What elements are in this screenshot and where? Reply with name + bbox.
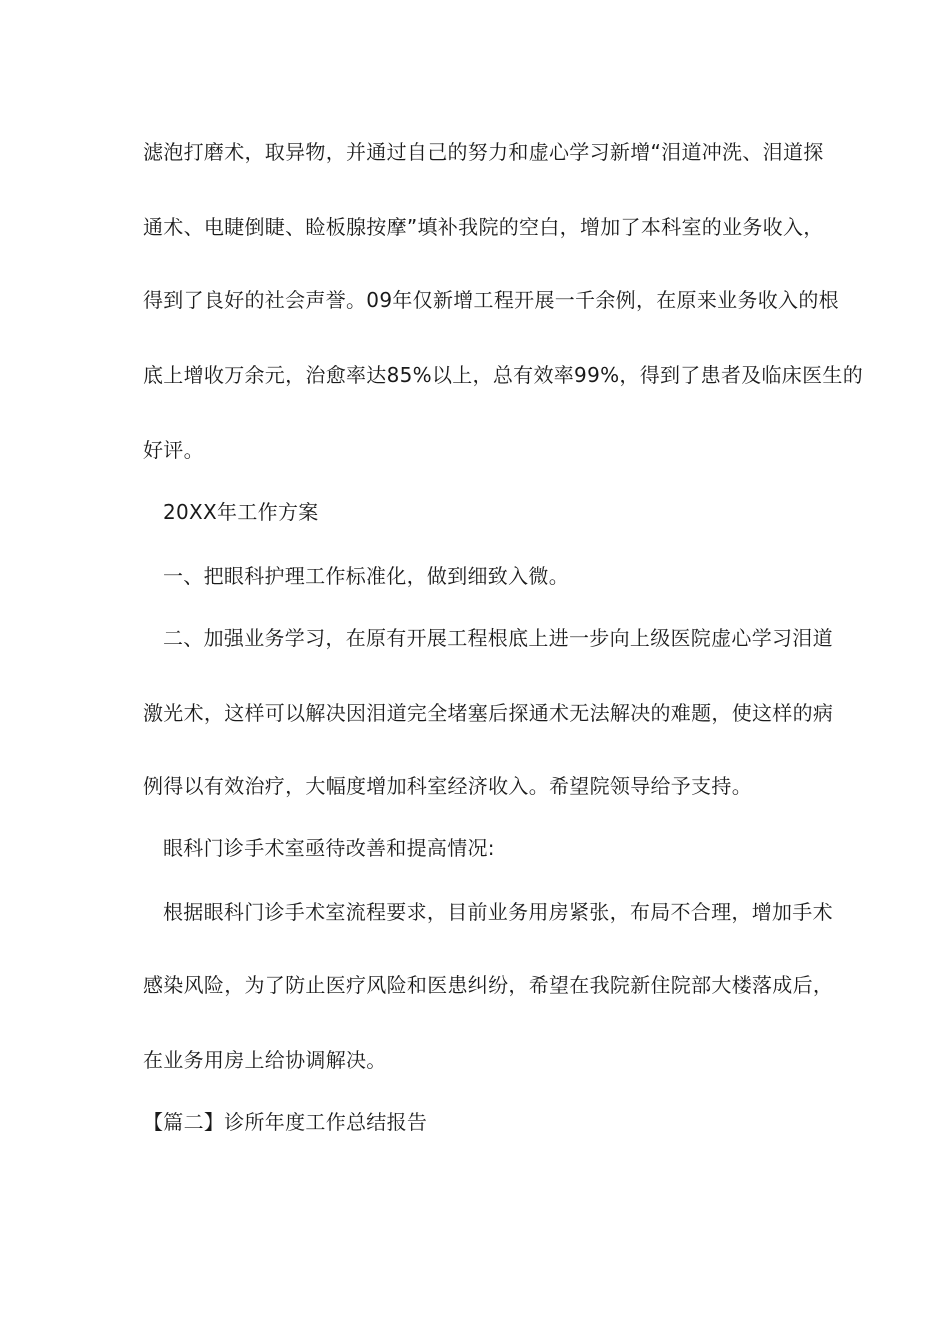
paragraph-line: 感染风险，为了防止医疗风险和医患纠纷，希望在我院新住院部大楼落成后， [143, 973, 834, 997]
paragraph-line: 通术、电睫倒睫、睑板腺按摩”填补我院的空白，增加了本科室的业务收入， [143, 215, 824, 239]
paragraph-line: 好评。 [143, 438, 204, 462]
paragraph-line: 例得以有效治疗，大幅度增加科室经济收入。希望院领导给予支持。 [143, 774, 752, 798]
paragraph-line: 根据眼科门诊手术室流程要求，目前业务用房紧张，布局不合理，增加手术 [163, 900, 833, 924]
paragraph-line: 激光术，这样可以解决因泪道完全堵塞后探通术无法解决的难题，使这样的病 [143, 701, 834, 725]
paragraph-line: 底上增收万余元，治愈率达85%以上，总有效率99%，得到了患者及临床医生的 [143, 363, 864, 387]
plan-title: 20XX年工作方案 [163, 500, 319, 524]
paragraph-line: 在业务用房上给协调解决。 [143, 1048, 387, 1072]
paragraph-line: 滤泡打磨术，取异物，并通过自己的努力和虚心学习新增“泪道冲洗、泪道探 [143, 140, 824, 164]
plan-item: 一、把眼科护理工作标准化，做到细致入微。 [163, 564, 569, 588]
subsection-title: 眼科门诊手术室亟待改善和提高情况: [163, 836, 495, 860]
plan-item: 二、加强业务学习，在原有开展工程根底上进一步向上级医院虚心学习泪道 [163, 626, 833, 650]
paragraph-line: 得到了良好的社会声誉。09年仅新增工程开展一千余例，在原来业务收入的根 [143, 288, 839, 312]
section-heading: 【篇二】诊所年度工作总结报告 [143, 1110, 428, 1134]
